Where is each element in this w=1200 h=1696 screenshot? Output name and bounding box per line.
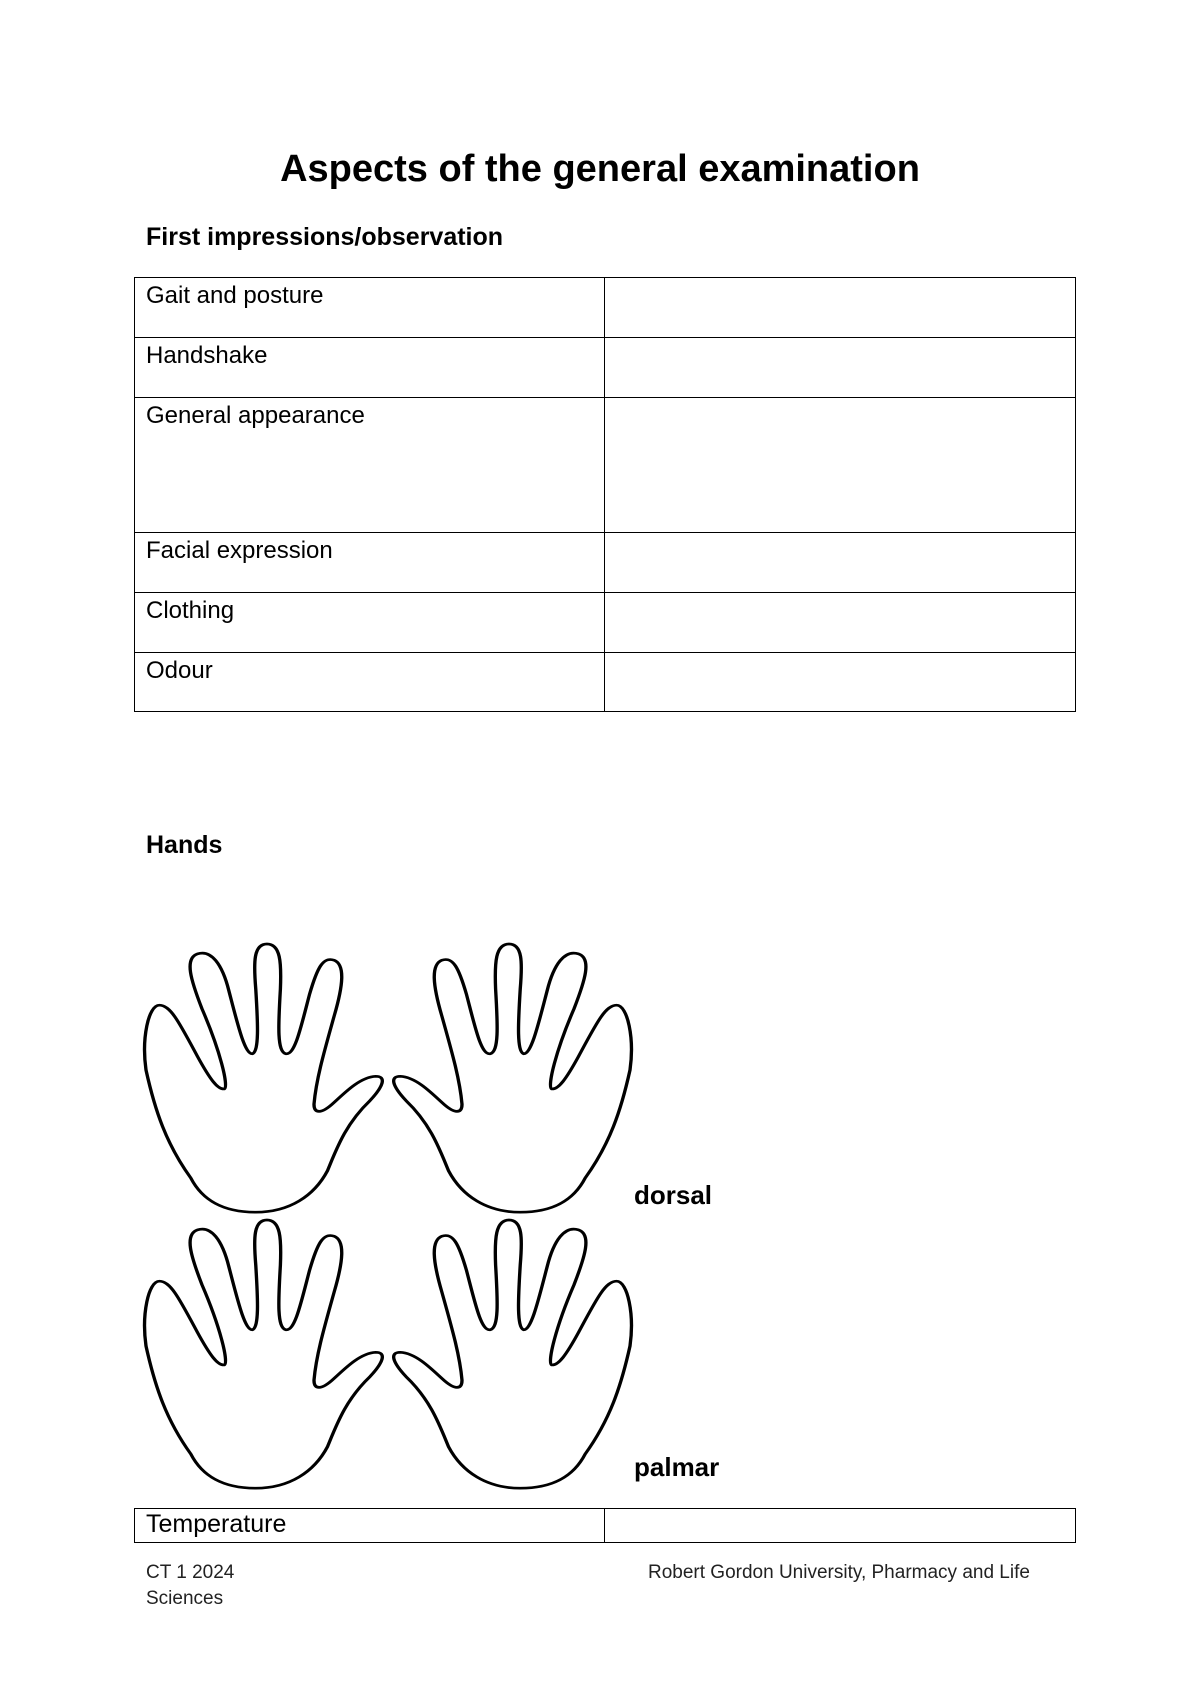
table-row xyxy=(135,398,1076,533)
row-label-general-appearance: General appearance xyxy=(135,398,605,533)
footer-institution: Robert Gordon University, Pharmacy and Life xyxy=(648,1562,1030,1583)
table-row xyxy=(135,1509,1076,1543)
row-label-gait-and-posture: Gait and posture xyxy=(135,278,605,338)
table-row xyxy=(135,653,1076,712)
palmar-label: palmar xyxy=(634,1452,720,1482)
footer-left xyxy=(146,1560,486,1612)
hand-palmar-right-icon xyxy=(394,1220,632,1488)
footer-course-code: CT 1 2024 xyxy=(146,1562,235,1583)
row-label-handshake: Handshake xyxy=(135,338,605,398)
hand-dorsal-left-icon xyxy=(145,944,383,1212)
temperature-label: Temperature xyxy=(135,1509,605,1543)
table-row xyxy=(135,593,1076,653)
row-label-odour: Odour xyxy=(135,653,605,712)
row-label-facial-expression: Facial expression xyxy=(135,533,605,593)
hands-figure xyxy=(140,938,640,1498)
page-title: Aspects of the general examination xyxy=(280,148,920,190)
table-row xyxy=(135,278,1076,338)
row-label-clothing: Clothing xyxy=(135,593,605,653)
hand-dorsal-right-icon xyxy=(394,944,632,1212)
first-impressions-table xyxy=(134,277,1076,712)
temperature-table xyxy=(134,1508,1076,1543)
temperature-value[interactable] xyxy=(605,1509,1076,1543)
hands-heading: Hands xyxy=(146,831,223,859)
row-value-handshake[interactable] xyxy=(605,338,1076,398)
row-value-general-appearance[interactable] xyxy=(605,398,1076,533)
row-value-odour[interactable] xyxy=(605,653,1076,712)
table-row xyxy=(135,338,1076,398)
row-value-facial-expression[interactable] xyxy=(605,533,1076,593)
table-row xyxy=(135,533,1076,593)
dorsal-label: dorsal xyxy=(634,1180,713,1210)
first-impressions-heading: First impressions/observation xyxy=(146,223,504,251)
footer-continuation: Sciences xyxy=(146,1588,224,1609)
hand-palmar-left-icon xyxy=(145,1220,383,1488)
row-value-clothing[interactable] xyxy=(605,593,1076,653)
row-value-gait-and-posture[interactable] xyxy=(605,278,1076,338)
